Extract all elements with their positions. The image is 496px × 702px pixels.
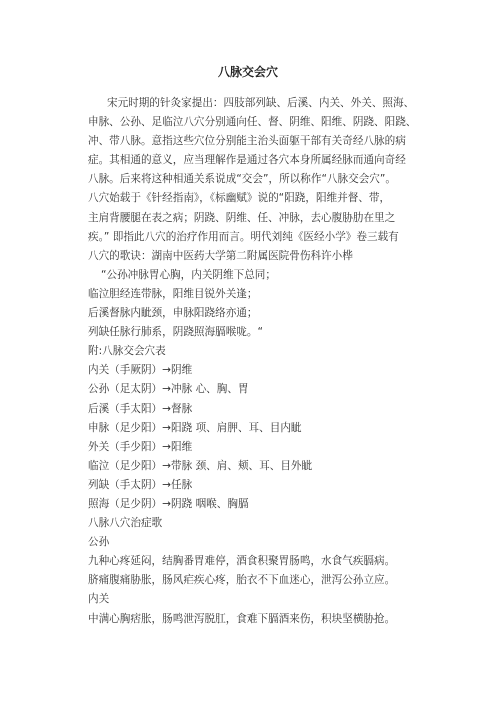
paragraph-line: 八穴的歌诀：湖南中医药大学第二附属医院骨伤科许小桦 (88, 249, 353, 262)
table-row: 临泣（足少阳）→带脉 颈、肩、颊、耳、目外眦 (88, 459, 313, 472)
paragraph-line: 八脉。后来将这种相通关系说成“交会”，所以称作“八脉交会穴”。 (88, 173, 396, 186)
section-heading: 八脉八穴治症歌 (88, 517, 163, 530)
paragraph-line: 症。其相通的意义，应当理解作是通过各穴本身所属经脉而通向奇经 (88, 154, 406, 167)
table-row: 后溪（手太阳）→督脉 (88, 402, 193, 415)
verse-line: 后溪督脉内眦颈，申脉阳跷络亦通； (88, 307, 258, 320)
table-row: 列缺（手太阴）→任脉 (88, 478, 193, 491)
paragraph-line: 宋元时期的针灸家提出：四肢部列缺、后溪、内关、外关、照海、 (107, 97, 415, 109)
paragraph-line: 八穴始载于《针经指南》，《标幽赋》说的“阳跷，阳维并督、带， (88, 192, 391, 205)
subsection-heading: 公孙 (88, 536, 110, 549)
document-body (88, 94, 436, 629)
verse-line: 列缺任脉行肺系，阴跷照海膈喉咙。“ (88, 326, 263, 339)
table-row: 外关（手少阳）→阳维 (88, 440, 193, 453)
table-row: 照海（足少阴）→阴跷 咽喉、胸膈 (88, 497, 249, 510)
paragraph-line: 主肩背腰腿在表之病；阴跷、阴维、任、冲脉，去心腹胁肋在里之 (88, 211, 396, 224)
table-row: 内关（手厥阴）→阴维 (88, 364, 193, 377)
paragraph-line: 疾。” 即指此八穴的治疗作用而言。明代刘纯《医经小学》卷三载有 (88, 230, 399, 243)
table-row: 公孙（足太阴）→冲脉 心、胸、胃 (88, 383, 249, 396)
verse-line: 临泣胆经连带脉，阳维目锐外关逢； (88, 287, 258, 300)
table-heading: 附:八脉交会穴表 (88, 345, 166, 358)
verse-line: 中满心胸痞胀，肠鸣泄泻脱肛，食难下膈酒来伤，积块坚横胁抢。 (88, 612, 396, 625)
table-row: 申脉（足少阳）→阳跷 项、肩胛、耳、目内眦 (88, 421, 302, 434)
subsection-heading: 内关 (88, 593, 110, 606)
verse-line: “公孙冲脉胃心胸，内关阴维下总同； (101, 268, 276, 281)
paragraph-line: 申脉、公孙、足临泣八穴分别通向任、督、阴维、阳维、阴跷、阳跷、 (88, 116, 417, 129)
paragraph-line: 冲、带八脉。意指这些穴位分别能主治头面躯干部有关奇经八脉的病 (88, 135, 406, 148)
page-title: 八脉交会穴 (217, 65, 278, 79)
verse-line: 脐痛腹痛胁胀，肠风疟疾心疼，胎衣不下血迷心，泄泻公孙立应。 (88, 574, 396, 587)
verse-line: 九种心疼延闷，结胸番胃难停，酒食积聚胃肠鸣，水食气疾膈病。 (88, 555, 396, 568)
